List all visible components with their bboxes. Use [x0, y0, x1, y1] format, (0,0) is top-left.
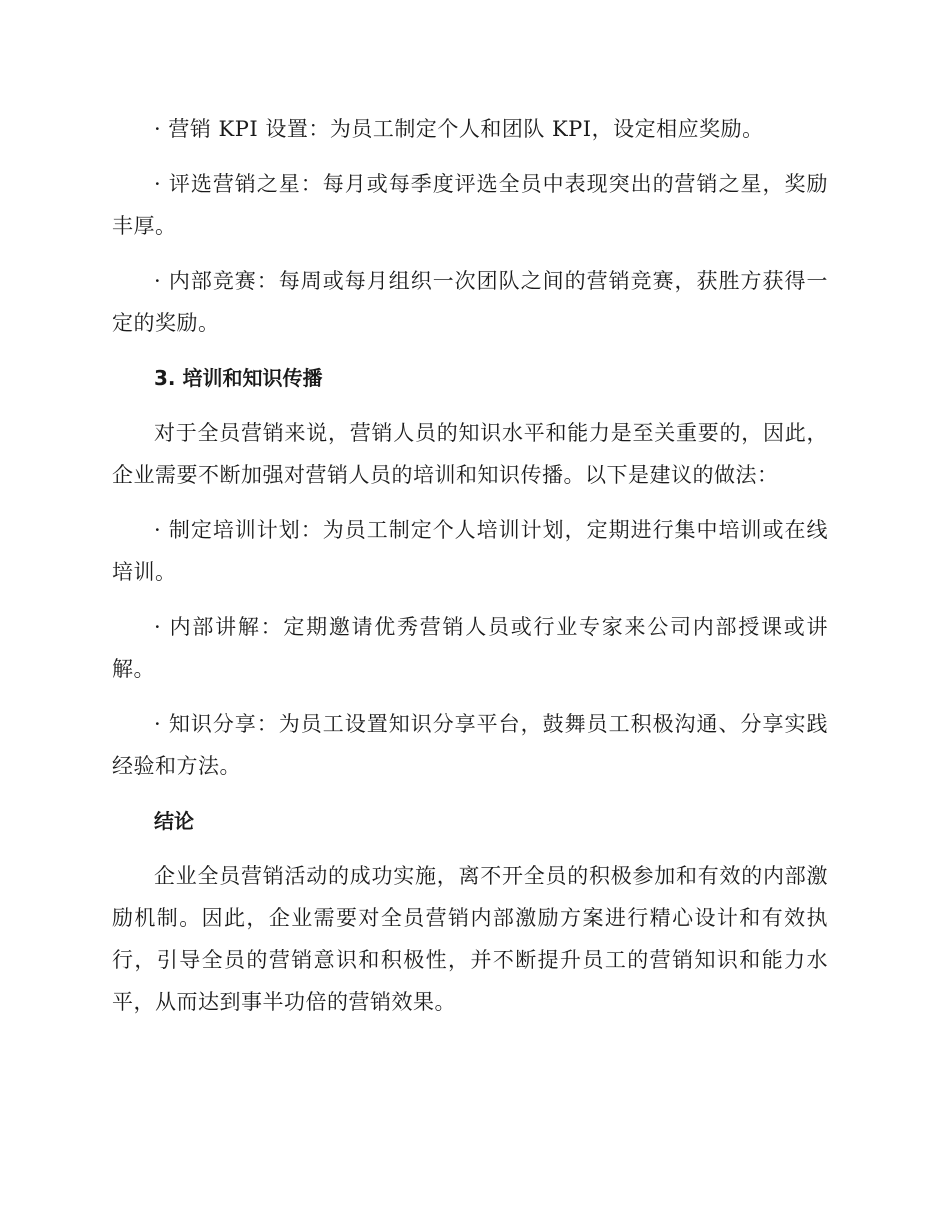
bullet-kpi: · 营销 KPI 设置：为员工制定个人和团队 KPI，设定相应奖励。 — [154, 117, 764, 141]
training-intro-paragraph: 对于全员营销来说，营销人员的知识水平和能力是至关重要的，因此，企业需要不断加强对营销人员的培训和知识传播。以下是建议的做法： — [112, 421, 828, 487]
bullet-internal-lecture: · 内部讲解：定期邀请优秀营销人员或行业专家来公司内部授课或讲解。 — [112, 615, 828, 681]
bullet-internal-competition: · 内部竞赛：每周或每月组织一次团队之间的营销竞赛，获胜方获得一定的奖励。 — [112, 269, 828, 335]
section-heading-conclusion: 结论 — [154, 809, 194, 833]
bullet-marketing-star: · 评选营销之星：每月或每季度评选全员中表现突出的营销之星，奖励丰厚。 — [112, 172, 828, 238]
section-heading-training: 3. 培训和知识传播 — [154, 366, 323, 390]
bullet-knowledge-sharing: · 知识分享：为员工设置知识分享平台，鼓舞员工积极沟通、分享实践经验和方法。 — [112, 712, 828, 778]
bullet-training-plan: · 制定培训计划：为员工制定个人培训计划，定期进行集中培训或在线培训。 — [112, 518, 828, 584]
document-page — [112, 108, 828, 1023]
conclusion-paragraph: 企业全员营销活动的成功实施，离不开全员的积极参加和有效的内部激励机制。因此，企业需要对全员营销内部激励方案进行精心设计和有效执行，引导全员的营销意识和积极性，并不断提升员工的营销知识和能力水平，从而达到事半功倍的营销效果。 — [112, 864, 828, 1014]
